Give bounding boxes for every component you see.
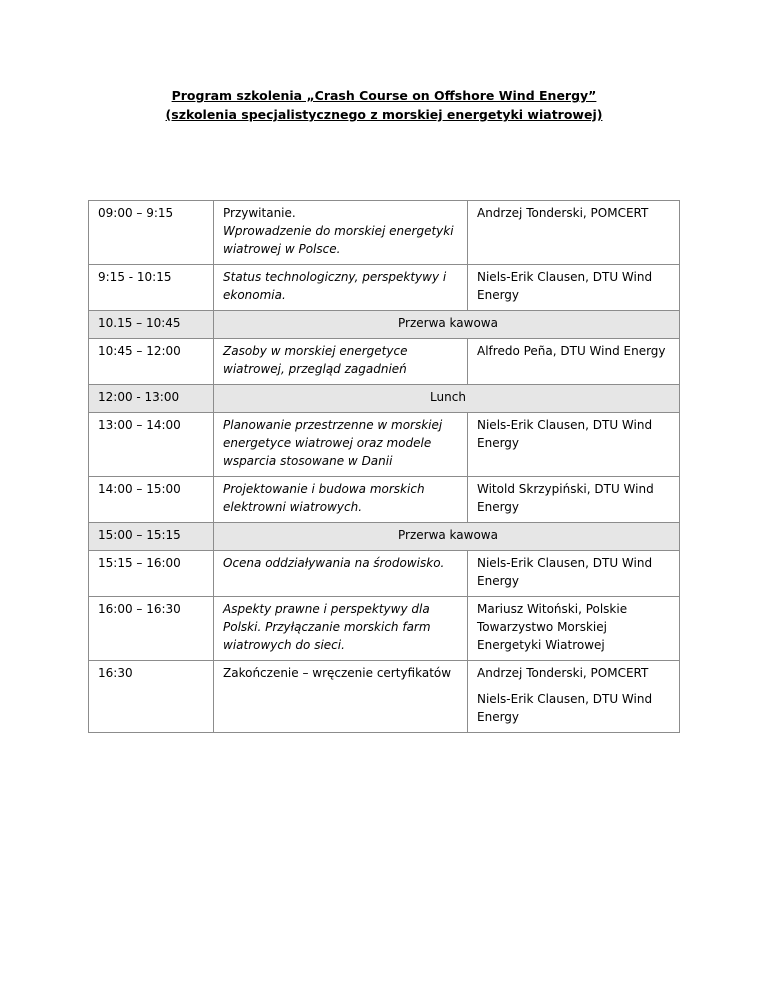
break-row xyxy=(89,385,680,413)
time-cell: 16:00 – 16:30 xyxy=(89,597,214,661)
speaker-cell xyxy=(468,661,680,733)
time-cell: 16:30 xyxy=(89,661,214,733)
time-cell: 9:15 - 10:15 xyxy=(89,265,214,311)
topic-cell: Projektowanie i budowa morskich elektrowni wiatrowych. xyxy=(214,477,468,523)
topic-cell: Ocena oddziaływania na środowisko. xyxy=(214,551,468,597)
time-cell: 15:00 – 15:15 xyxy=(89,523,214,551)
speaker-cell: Alfredo Peña, DTU Wind Energy xyxy=(468,339,680,385)
time-cell: 10.15 – 10:45 xyxy=(89,311,214,339)
time-cell: 13:00 – 14:00 xyxy=(89,413,214,477)
topic-cell: Zakończenie – wręczenie certyfikatów xyxy=(214,661,468,733)
topic-cell: Aspekty prawne i perspektywy dla Polski. Przyłączanie morskich farm wiatrowych do sieci. xyxy=(214,597,468,661)
schedule-row xyxy=(89,551,680,597)
schedule-row xyxy=(89,477,680,523)
time-cell: 14:00 – 15:00 xyxy=(89,477,214,523)
topic-cell xyxy=(214,201,468,265)
speaker-name: Andrzej Tonderski, POMCERT xyxy=(477,666,649,680)
title-line-2: (szkolenia specjalistycznego z morskiej energetyki wiatrowej) xyxy=(165,107,603,122)
break-label: Lunch xyxy=(214,385,680,413)
break-row xyxy=(89,311,680,339)
time-cell: 10:45 – 12:00 xyxy=(89,339,214,385)
title-line-1: Program szkolenia „Crash Course on Offshore Wind Energy” xyxy=(171,88,597,103)
speaker-cell: Mariusz Witoński, Polskie Towarzystwo Morskiej Energetyki Wiatrowej xyxy=(468,597,680,661)
time-cell: 12:00 - 13:00 xyxy=(89,385,214,413)
break-label: Przerwa kawowa xyxy=(214,523,680,551)
speaker-name: Niels-Erik Clausen, DTU Wind Energy xyxy=(477,692,653,724)
schedule-row xyxy=(89,661,680,733)
speaker-cell: Andrzej Tonderski, POMCERT xyxy=(468,201,680,265)
speaker-cell: Niels-Erik Clausen, DTU Wind Energy xyxy=(468,413,680,477)
speaker-cell: Niels-Erik Clausen, DTU Wind Energy xyxy=(468,265,680,311)
time-cell: 09:00 – 9:15 xyxy=(89,201,214,265)
schedule-table xyxy=(88,200,680,733)
speaker-cell: Niels-Erik Clausen, DTU Wind Energy xyxy=(468,551,680,597)
schedule-row xyxy=(89,413,680,477)
schedule-row xyxy=(89,339,680,385)
topic-cell: Status technologiczny, perspektywy i ekonomia. xyxy=(214,265,468,311)
document-title xyxy=(0,86,768,124)
schedule-row xyxy=(89,597,680,661)
time-cell: 15:15 – 16:00 xyxy=(89,551,214,597)
speaker-cell: Witold Skrzypiński, DTU Wind Energy xyxy=(468,477,680,523)
break-row xyxy=(89,523,680,551)
topic-plain: Przywitanie. xyxy=(223,206,296,220)
schedule-row xyxy=(89,201,680,265)
schedule-row xyxy=(89,265,680,311)
topic-cell: Zasoby w morskiej energetyce wiatrowej, przegląd zagadnień xyxy=(214,339,468,385)
break-label: Przerwa kawowa xyxy=(214,311,680,339)
topic-cell: Planowanie przestrzenne w morskiej energetyce wiatrowej oraz modele wsparcia stosowane w Danii xyxy=(214,413,468,477)
topic-text: Wprowadzenie do morskiej energetyki wiatrowej w Polsce. xyxy=(223,224,454,256)
